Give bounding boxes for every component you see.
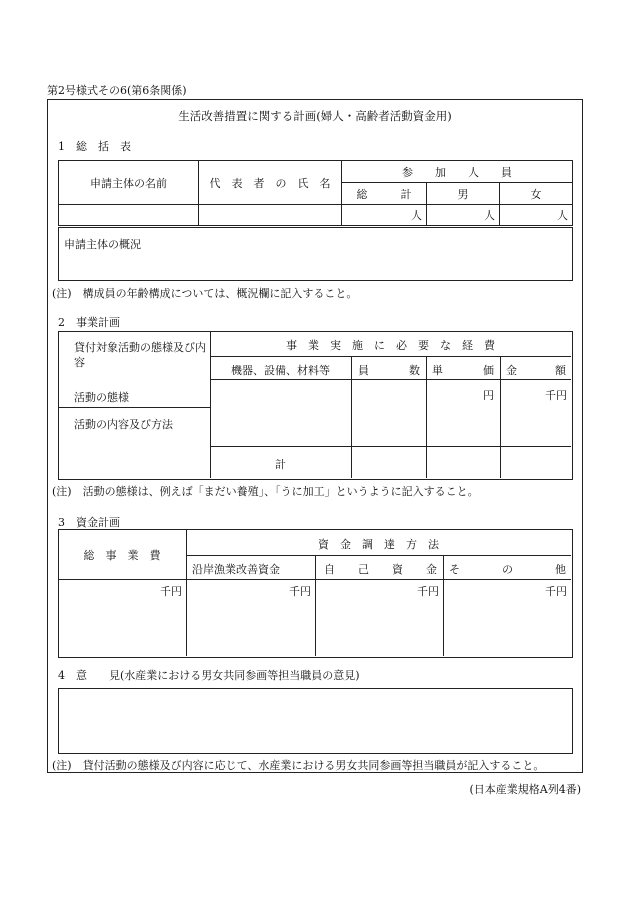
total-cell[interactable]: 人 — [342, 205, 427, 226]
plan-activity-line — [58, 407, 210, 408]
section1-note: (注) 構成員の年齢構成については、概況欄に記入すること。 — [52, 287, 358, 300]
staff-header-a: 員 — [358, 364, 369, 377]
unit-thousand-yen: 千円 — [545, 389, 567, 402]
applicant-name-header: 申請主体の名前 — [59, 161, 199, 205]
section2-heading: 2 事業計画 — [58, 316, 120, 329]
participants-header: 参 加 人 員 — [342, 161, 573, 183]
expenses-header: 事 業 実 施 に 必 要 な 経 費 — [286, 339, 495, 352]
male-header: 男 — [427, 183, 500, 205]
representative-cell[interactable] — [199, 205, 342, 226]
activity-header: 貸付対象活動の態様及び内容 — [74, 341, 206, 369]
applicant-name-cell[interactable] — [59, 205, 199, 226]
own-funds-header-a: 自 — [324, 563, 335, 576]
funding-header: 資 金 調 達 方 法 — [318, 538, 439, 551]
staff-header — [358, 362, 420, 378]
total-header: 総 計 — [342, 183, 427, 205]
plan-col-line-2 — [426, 356, 427, 478]
unit-price-header — [432, 362, 494, 378]
other-header-c: 他 — [555, 563, 566, 576]
staff-header-b: 数 — [409, 364, 420, 377]
female-header: 女 — [500, 183, 573, 205]
amount-header-b: 額 — [555, 364, 566, 377]
section4-note: (注) 貸付活動の態様及び内容に応じて、水産業における男女共同参画等担当職員が記入すること。 — [52, 759, 545, 772]
plan-total-line — [210, 446, 571, 447]
summary-table — [58, 160, 573, 226]
activity-form-label: 活動の態様 — [74, 391, 129, 404]
unit-price-header-b: 価 — [483, 364, 494, 377]
own-funds-header-c: 資 — [392, 563, 403, 576]
form-number: 第2号様式その6(第6条関係) — [47, 84, 187, 97]
opinion-box[interactable] — [58, 688, 573, 754]
equipment-header: 機器、設備、材料等 — [231, 364, 330, 377]
own-funds-header-b: 己 — [358, 563, 369, 576]
total-cost-unit: 千円 — [160, 585, 182, 598]
plan-col-line-1 — [351, 356, 352, 478]
section2-note: (注) 活動の態様は、例えば「まだい養殖」、「うに加工」というように記入すること。 — [52, 485, 479, 498]
unit-price-header-a: 単 — [432, 364, 443, 377]
funding-col-line-3 — [443, 555, 444, 656]
male-cell[interactable]: 人 — [427, 205, 500, 226]
funding-col-line-2 — [315, 555, 316, 656]
funding-header-line — [186, 555, 571, 556]
plan-header-line — [210, 356, 571, 357]
own-funds-header — [324, 561, 437, 577]
section1-heading: 1 総 括 表 — [58, 140, 131, 153]
unit-yen: 円 — [483, 389, 494, 402]
section3-heading: 3 資金計画 — [58, 516, 120, 529]
own-funds-header-d: 金 — [426, 563, 437, 576]
plan-col-line-3 — [500, 356, 501, 478]
other-header — [449, 561, 566, 577]
representative-header: 代 表 者 の 氏 名 — [199, 161, 342, 205]
other-header-a: そ — [449, 563, 460, 576]
other-header-b: の — [502, 563, 513, 576]
female-cell[interactable]: 人 — [500, 205, 573, 226]
activity-content-label: 活動の内容及び方法 — [74, 418, 173, 431]
plan-subheader-line — [210, 379, 571, 380]
total-cost-header: 総 事 業 費 — [83, 549, 161, 562]
form-title: 生活改善措置に関する計画(婦人・高齢者活動資金用) — [178, 109, 452, 123]
own-funds-unit: 千円 — [417, 585, 439, 598]
other-unit: 千円 — [545, 585, 567, 598]
coastal-fund-header: 沿岸漁業改善資金 — [192, 563, 280, 576]
amount-header-a: 金 — [506, 364, 517, 377]
amount-header — [506, 362, 566, 378]
section4-heading: 4 意 見(水産業における男女共同参画等担当職員の意見) — [58, 669, 360, 682]
paper-size-note: (日本産業規格A列4番) — [469, 783, 581, 796]
plan-total-label: 計 — [275, 458, 286, 471]
coastal-fund-unit: 千円 — [289, 585, 311, 598]
overview-label: 申請主体の概況 — [64, 238, 141, 251]
